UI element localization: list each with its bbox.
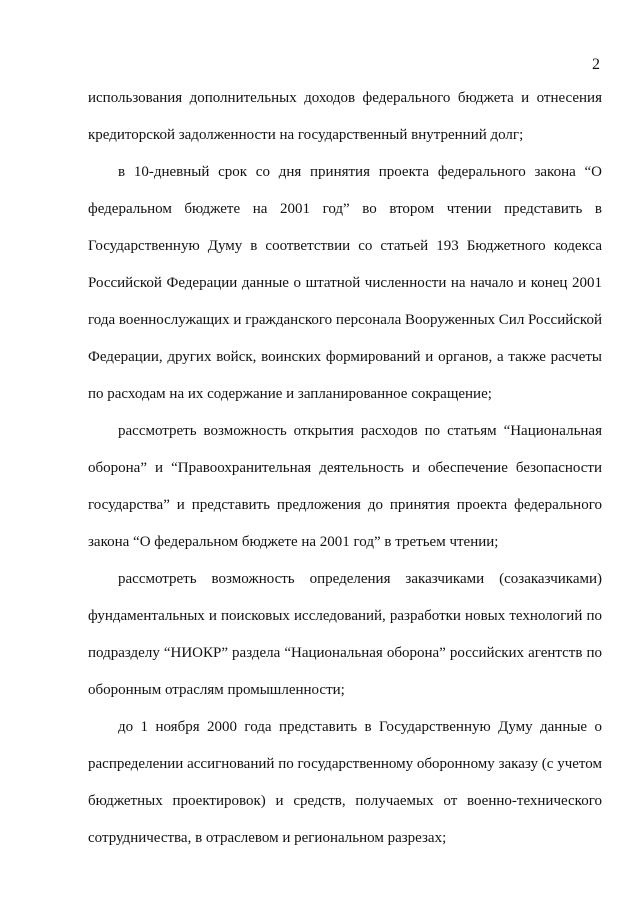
- paragraph-defense-expenses: рассмотреть возможность открытия расходов по статьям “Национальная оборона” и “Правоохранительная деятельность и обеспечение безопасности государства” и представить предложения до принятия проекта федерального закона “О федеральном бюджете на 2001 год” в третьем чтении;: [88, 423, 602, 550]
- document-body: [88, 80, 602, 857]
- paragraph-research-customers: рассмотреть возможность определения заказчиками (созаказчиками) фундаментальных и поисковых исследований, разработки новых технологий по подразделу “НИОКР” раздела “Национальная оборона” российских агентств по оборонным отраслям промышленности;: [88, 571, 602, 698]
- page-number: 2: [592, 56, 600, 73]
- paragraph-duma-staffing-data: в 10-дневный срок со дня принятия проекта федерального закона “О федеральном бюджете на 2001 год” во втором чтении представить в Государственную Думу в соответствии со статьей 193 Бюджетного кодекса Российской Федерации данные о штатной численности на начало и конец 2001 года военнослужащих и гражданского персонала Вооруженных Сил Российской Федерации, других войск, воинских формирований и органов, а также расчеты по расходам на их содержание и запланированное сокращение;: [88, 164, 602, 402]
- paragraph-defense-order-data: до 1 ноября 2000 года представить в Государственную Думу данные о распределении ассигнований по государственному оборонному заказу (с учетом бюджетных проектировок) и средств, получаемых от военно-технического сотрудничества, в отраслевом и региональном разрезах;: [88, 719, 602, 846]
- paragraph-continuation: использования дополнительных доходов федерального бюджета и отнесения кредиторской задолженности на государственный внутренний долг;: [88, 90, 602, 143]
